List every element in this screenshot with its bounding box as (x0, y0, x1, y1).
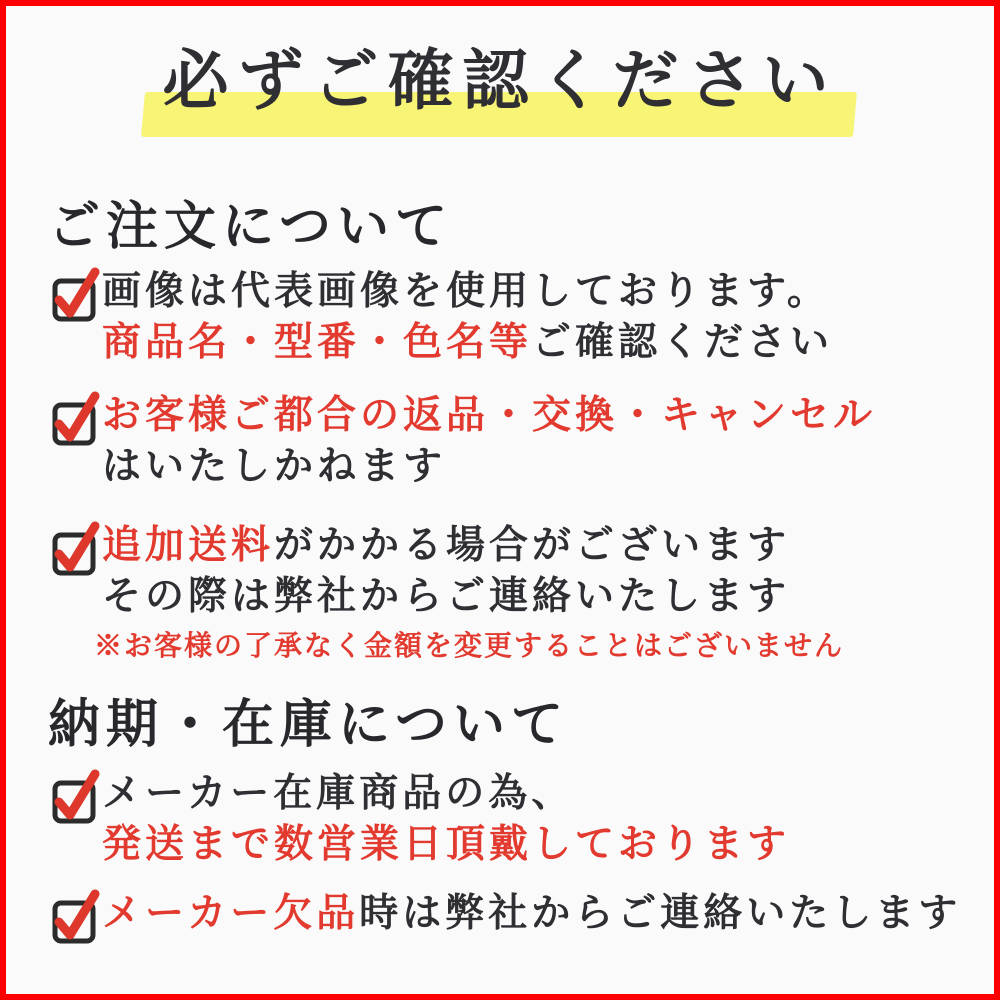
item-text (102, 390, 876, 492)
text-segment-red: お客様ご都合の返品・交換・キャンセル (102, 392, 877, 438)
text-segment: その際は弊社からご連絡いたします (102, 573, 791, 619)
checkbox-check-icon (50, 266, 98, 326)
item-line (102, 571, 844, 622)
item-line (102, 317, 833, 368)
section-heading-order: ご注文について (48, 196, 453, 257)
item-text (102, 266, 833, 368)
text-segment: ご確認ください (532, 319, 834, 365)
check-item-returns (50, 390, 876, 492)
text-segment: 画像は代表画像を使用しております。 (102, 268, 830, 314)
text-segment-red: 商品名・型番・色名等 (102, 319, 533, 365)
item-text (102, 768, 790, 870)
item-line (102, 390, 876, 441)
item-note: ※お客様の了承なく金額を変更することはございません (94, 629, 845, 662)
title-block (6, 36, 994, 156)
item-line (102, 520, 844, 571)
text-segment: はいたしかねます (102, 443, 447, 489)
check-item-maker-shortage (50, 888, 961, 948)
check-item-extra-shipping (50, 520, 844, 663)
text-segment-red: 追加送料 (102, 522, 275, 568)
check-item-representative-image (50, 266, 833, 368)
item-text (102, 888, 961, 939)
check-item-maker-stock (50, 768, 790, 870)
text-segment: メーカー在庫商品の為、 (102, 770, 575, 816)
item-line (102, 441, 876, 492)
item-text (94, 520, 845, 663)
checkbox-check-icon (50, 520, 98, 580)
item-line (102, 266, 833, 317)
text-segment-red: 発送まで数営業日頂戴しております (102, 821, 791, 867)
section-heading-stock: 納期・在庫について (48, 694, 569, 755)
checkbox-check-icon (50, 390, 98, 450)
page-title: 必ずご確認ください (162, 41, 838, 119)
item-line (102, 819, 790, 870)
checkbox-check-icon (50, 768, 98, 828)
item-line (102, 768, 790, 819)
item-line (102, 888, 961, 939)
text-segment: 時は弊社からご連絡いたします (359, 890, 962, 936)
checkbox-check-icon (50, 888, 98, 948)
text-segment-red: メーカー欠品 (102, 890, 360, 936)
text-segment: がかかる場合がございます (274, 522, 791, 568)
